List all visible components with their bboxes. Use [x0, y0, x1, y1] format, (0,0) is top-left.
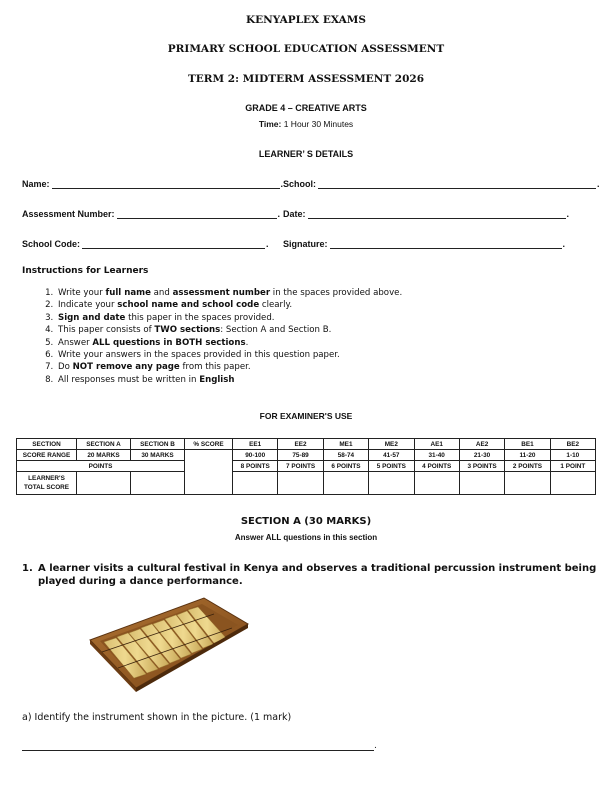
table-cell: 41-57: [369, 450, 414, 461]
be2-score-cell[interactable]: [550, 472, 595, 495]
total-score-label-cell: LEARNER'S TOTAL SCORE: [17, 472, 77, 495]
table-row: [17, 461, 596, 472]
term-title: TERM 2: MIDTERM ASSESSMENT 2026: [187, 73, 425, 85]
school-field[interactable]: School: .: [283, 179, 600, 189]
table-cell: 31-40: [414, 450, 459, 461]
school-code-field[interactable]: School Code: .: [22, 239, 269, 249]
question-text: A learner visits a cultural festival in Kenya and observes a traditional percussion instrument being played during a dance performance.: [38, 563, 597, 587]
table-cell: 5 POINTS: [369, 461, 414, 472]
instruction-item: 2. Indicate your school name and school code clearly.: [56, 299, 612, 311]
instruction-item: 8. All responses must be written in English: [56, 374, 612, 386]
table-row: [17, 472, 596, 495]
question-1: [22, 562, 602, 588]
score-blank-cell[interactable]: [185, 450, 233, 495]
table-cell: SCORE RANGE: [17, 450, 77, 461]
table-cell: BE1: [505, 439, 550, 450]
table-cell: SECTION B: [131, 439, 185, 450]
table-cell: SECTION: [17, 439, 77, 450]
be1-score-cell[interactable]: [505, 472, 550, 495]
table-cell: 30 MARKS: [131, 450, 185, 461]
time-line: [0, 119, 612, 129]
name-field[interactable]: Name: .: [22, 179, 284, 189]
points-label-cell: POINTS: [17, 461, 185, 472]
date-field[interactable]: Date: .: [283, 209, 570, 219]
section-b-score-cell[interactable]: [131, 472, 185, 495]
instruction-item: 5. Answer ALL questions in BOTH sections.: [56, 337, 612, 349]
answer-end-mark: .: [374, 741, 377, 751]
table-cell: 6 POINTS: [323, 461, 368, 472]
time-label: Time:: [258, 119, 282, 129]
question-number: 1.: [22, 563, 33, 574]
instructions-list: [22, 287, 612, 386]
grade-title: GRADE 4 – CREATIVE ARTS: [245, 103, 367, 113]
question-1a: a) Identify the instrument shown in the picture. (1 mark): [22, 712, 292, 723]
ee2-score-cell[interactable]: [278, 472, 323, 495]
table-cell: EE2: [278, 439, 323, 450]
time-value: 1 Hour 30 Minutes: [283, 119, 354, 129]
assessment-number-label: Assessment Number:: [22, 209, 115, 219]
instruction-item: 6. Write your answers in the spaces provided in this question paper.: [56, 349, 612, 361]
table-cell: 4 POINTS: [414, 461, 459, 472]
table-cell: AE1: [414, 439, 459, 450]
instruction-item: 4. This paper consists of TWO sections: Section A and Section B.: [56, 324, 612, 336]
table-cell: 3 POINTS: [459, 461, 504, 472]
examiner-score-table: [16, 438, 596, 495]
table-cell: 1 POINT: [550, 461, 595, 472]
instruction-item: 3. Sign and date this paper in the spaces provided.: [56, 312, 612, 324]
table-cell: 11-20: [505, 450, 550, 461]
me1-score-cell[interactable]: [323, 472, 368, 495]
assessment-number-field[interactable]: Assessment Number: .: [22, 209, 281, 219]
assessment-title: PRIMARY SCHOOL EDUCATION ASSESSMENT: [167, 43, 445, 55]
table-cell: ME1: [323, 439, 368, 450]
table-cell: 1-10: [550, 450, 595, 461]
table-cell: 7 POINTS: [278, 461, 323, 472]
learner-details-heading: LEARNER’ S DETAILS: [258, 149, 354, 159]
instructions-heading: Instructions for Learners: [22, 266, 149, 276]
ae2-score-cell[interactable]: [459, 472, 504, 495]
table-cell: 8 POINTS: [233, 461, 278, 472]
exam-org-title: KENYAPLEX EXAMS: [246, 14, 366, 26]
table-cell: 90-100: [233, 450, 278, 461]
table-cell: BE2: [550, 439, 595, 450]
ae1-score-cell[interactable]: [414, 472, 459, 495]
table-cell: 58-74: [323, 450, 368, 461]
table-cell: 21-30: [459, 450, 504, 461]
date-label: Date:: [283, 209, 306, 219]
answer-line-1a[interactable]: [22, 741, 377, 751]
name-label: Name:: [22, 179, 50, 189]
instruction-item: 7. Do NOT remove any page from this paper.: [56, 361, 612, 373]
me2-score-cell[interactable]: [369, 472, 414, 495]
examiner-heading: FOR EXAMINER'S USE: [259, 411, 353, 421]
table-cell: 2 POINTS: [505, 461, 550, 472]
school-label: School:: [283, 179, 316, 189]
table-cell: % SCORE: [185, 439, 233, 450]
school-code-label: School Code:: [22, 239, 80, 249]
section-a-subtitle: Answer ALL questions in this section: [234, 533, 378, 542]
table-cell: SECTION A: [77, 439, 131, 450]
signature-field[interactable]: Signature: .: [283, 239, 566, 249]
table-cell: ME2: [369, 439, 414, 450]
table-cell: 75-89: [278, 450, 323, 461]
table-row: [17, 439, 596, 450]
table-cell: AE2: [459, 439, 504, 450]
instruction-item: 1. Write your full name and assessment number in the spaces provided above.: [56, 287, 612, 299]
ee1-score-cell[interactable]: [233, 472, 278, 495]
section-a-score-cell[interactable]: [77, 472, 131, 495]
table-cell: EE1: [233, 439, 278, 450]
section-a-title: SECTION A (30 MARKS): [240, 516, 372, 527]
xylophone-picture: [86, 594, 252, 694]
table-cell: 20 MARKS: [77, 450, 131, 461]
signature-label: Signature:: [283, 239, 328, 249]
table-row: [17, 450, 596, 461]
